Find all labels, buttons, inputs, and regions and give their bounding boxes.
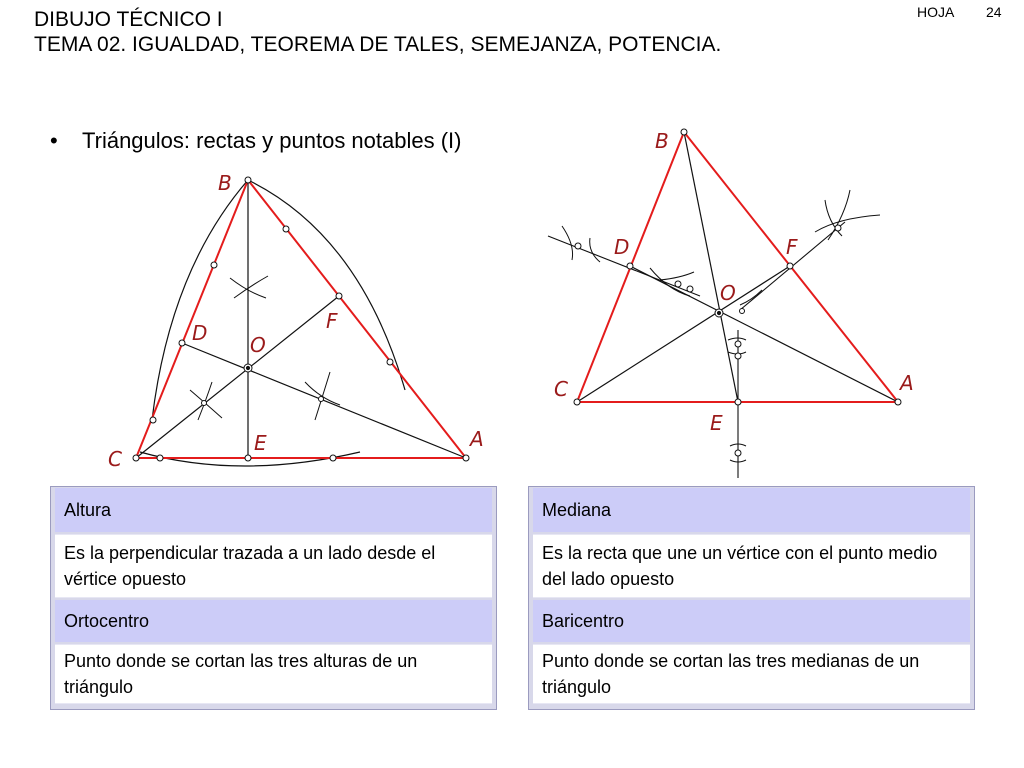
left-point-5 — [157, 455, 163, 461]
sheet-number: 24 — [986, 4, 1002, 20]
right-point-f — [787, 263, 793, 269]
right-point-e — [735, 399, 741, 405]
term-baricentro: Baricentro — [533, 600, 970, 642]
left-cross-3 — [305, 372, 340, 420]
term-ortocentro: Ortocentro — [55, 600, 492, 642]
left-triangle-figure — [108, 171, 484, 471]
left-point-f — [336, 293, 342, 299]
right-label-e: E — [710, 411, 723, 435]
term-mediana: Mediana — [533, 488, 970, 532]
left-label-e: E — [254, 431, 267, 455]
left-label-b: B — [218, 171, 232, 195]
definition-mediana: Es la recta que une un vértice con el punto medio del lado opuesto — [533, 534, 970, 598]
definition-box-altura — [50, 486, 497, 710]
definition-altura: Es la perpendicular trazada a un lado desde el vértice opuesto — [55, 534, 492, 598]
right-point-c — [574, 399, 580, 405]
left-altitude-a — [182, 343, 466, 458]
left-point-e — [245, 455, 251, 461]
left-point-2 — [211, 262, 217, 268]
left-triangle — [136, 180, 466, 458]
right-label-a: A — [900, 371, 914, 395]
left-arc-outer — [152, 180, 405, 420]
right-point-d-arc — [575, 243, 581, 249]
right-label-c: C — [554, 377, 568, 401]
left-label-a: A — [470, 427, 484, 451]
right-label-o: O — [720, 281, 736, 305]
definition-baricentro: Punto donde se cortan las tres medianas de un triángulo — [533, 644, 970, 704]
right-label-b: B — [655, 129, 669, 153]
right-point-2 — [687, 286, 693, 292]
left-point-8 — [319, 397, 324, 402]
left-point-1 — [283, 226, 289, 232]
left-point-d — [179, 340, 185, 346]
definition-box-mediana — [528, 486, 975, 710]
bullet-symbol: • — [50, 128, 58, 153]
right-median-c — [577, 266, 790, 402]
left-label-o: O — [250, 333, 266, 357]
left-point-b — [245, 177, 251, 183]
topic-title: TEMA 02. IGUALDAD, TEOREMA DE TALES, SEMEJANZA, POTENCIA. — [34, 33, 722, 56]
left-point-4 — [150, 417, 156, 423]
right-point-5 — [735, 353, 741, 359]
course-title: DIBUJO TÉCNICO I — [34, 8, 223, 31]
right-point-6 — [735, 450, 741, 456]
left-point-7 — [202, 401, 207, 406]
right-point-4 — [735, 341, 741, 347]
left-label-c: C — [108, 447, 122, 471]
right-point-a — [895, 399, 901, 405]
left-label-d: D — [192, 321, 208, 345]
right-point-3 — [835, 225, 841, 231]
right-label-d: D — [614, 235, 630, 259]
bullet-text: Triángulos: rectas y puntos notables (I) — [82, 128, 462, 153]
left-altitude-c — [136, 296, 339, 458]
left-cross-1 — [230, 276, 268, 298]
left-point-3 — [387, 359, 393, 365]
term-altura: Altura — [55, 488, 492, 532]
definition-ortocentro: Punto donde se cortan las tres alturas de un triángulo — [55, 644, 492, 704]
right-point-1 — [675, 281, 681, 287]
left-label-f: F — [326, 309, 338, 333]
right-point-d — [627, 263, 633, 269]
sheet-label: HOJA — [917, 4, 955, 20]
left-point-c — [133, 455, 139, 461]
right-point-7 — [740, 309, 745, 314]
right-point-b — [681, 129, 687, 135]
right-median-b — [684, 132, 738, 402]
left-point-a — [463, 455, 469, 461]
left-point-6 — [330, 455, 336, 461]
right-triangle-figure — [548, 129, 914, 478]
right-label-f: F — [786, 235, 798, 259]
